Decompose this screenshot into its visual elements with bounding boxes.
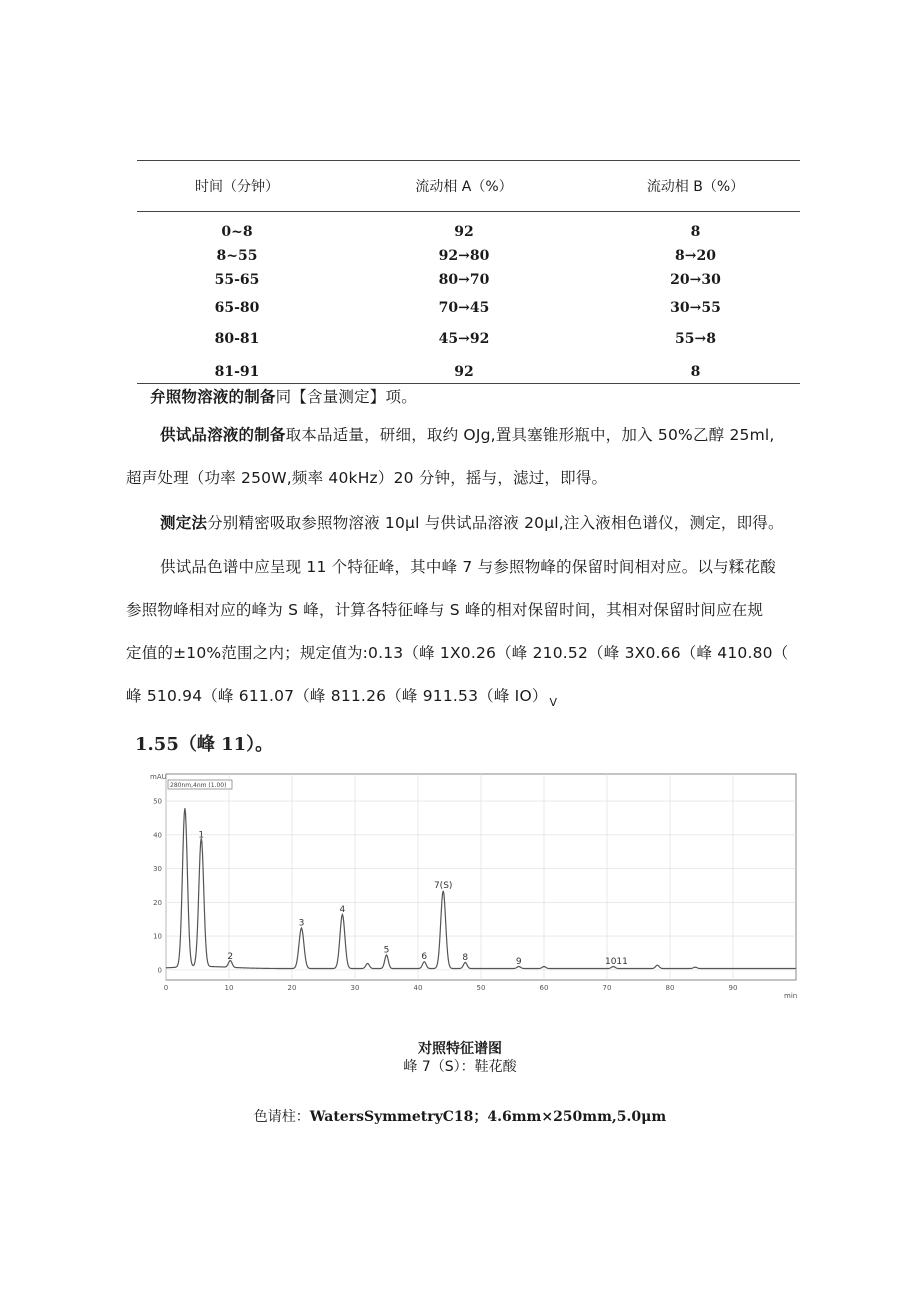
x-tick-label: 60 [539, 984, 549, 992]
cell-phase-b: 8 [690, 224, 701, 240]
para-method-text: 分别精密吸取参照物溶液 10μl 与供试品溶液 20μl,注入液相色谱仪，测定，即得。 [207, 514, 784, 532]
para-reference-title: 弁照物溶液的制备 [150, 388, 276, 406]
x-axis-ticks [164, 984, 738, 992]
cell-phase-a: 80→70 [438, 272, 490, 288]
column-value: WatersSymmetryC18；4.6mm×250mm,5.0μm [309, 1109, 667, 1125]
table-row [137, 268, 800, 292]
table-row [137, 324, 800, 354]
cell-phase-a: 92 [454, 224, 474, 240]
y-unit: mAU [150, 773, 167, 781]
para-reference-text: 同【含量测定】项。 [275, 388, 417, 406]
y-tick-label: 20 [153, 898, 162, 907]
gradient-table [137, 160, 800, 390]
para-criteria-line1: 供试品色谱中应呈现 11 个特征峰，其中峰 7 与参照物峰的保留时间相对应。以与糅花酸 [160, 558, 776, 576]
cell-time: 80-81 [214, 331, 260, 347]
column-label: 色请柱： [253, 1109, 310, 1125]
cell-time: 0~8 [221, 224, 253, 240]
cell-phase-b: 55→8 [675, 331, 716, 347]
x-unit: min [784, 992, 798, 1000]
cell-phase-a: 92→80 [438, 248, 490, 264]
para-criteria-line3: 定值的±10%范围之内；规定值为:0.13（峰 1X0.26（峰 210.52（峰 3X0.66（峰 410.80（ [126, 644, 789, 662]
para-test-solution [126, 415, 831, 455]
cell-phase-a: 92 [454, 364, 474, 380]
criteria-continuation: 1.55（峰 11）。 [135, 734, 274, 755]
para-method-title: 测定法 [160, 514, 208, 532]
peak-label: 3 [298, 918, 305, 929]
cell-phase-b: 8 [690, 364, 701, 380]
para-test-line2: 超声处理（功率 250W,频率 40kHz）20 分钟，摇与，滤过，即得。 [126, 469, 608, 487]
y-tick-label: 0 [157, 966, 162, 975]
table-header-row [137, 161, 800, 211]
para-method [126, 503, 831, 543]
y-tick-label: 50 [153, 797, 162, 806]
para-reference-solution [150, 377, 855, 417]
cell-time: 8~55 [216, 248, 258, 264]
x-tick-label: 40 [413, 984, 423, 992]
cell-phase-b: 8→20 [675, 248, 716, 264]
y-tick-label: 10 [153, 932, 162, 941]
y-tick-label: 30 [153, 865, 162, 874]
x-tick-label: 90 [728, 984, 738, 992]
para-test-text1: 取本品适量，研细，取约 OJg,置具塞锥形瓶中，加入 50%乙醇 25ml, [285, 426, 775, 444]
chart-subcaption: 峰 7（S）：鞋花酸 [403, 1059, 517, 1075]
para-test-line [126, 415, 831, 455]
x-tick-label: 0 [163, 984, 169, 992]
peak-label: 6 [421, 952, 428, 963]
peak-label: 8 [462, 952, 469, 963]
x-tick-label: 80 [665, 984, 675, 992]
peak-label: 1 [198, 830, 205, 841]
table-body [137, 212, 800, 390]
cell-time: 81-91 [214, 364, 260, 380]
y-tick-label: 40 [153, 831, 162, 840]
peak-label: 2 [227, 952, 234, 963]
chromatogram [148, 770, 800, 1010]
cell-time: 65-80 [214, 300, 260, 316]
peak-label: 4 [339, 904, 346, 915]
cell-phase-b: 20→30 [670, 272, 721, 288]
peak-label: 5 [383, 945, 390, 956]
chart-caption: 对照特征谱图 [418, 1041, 502, 1057]
para-criteria-line4-wrap [126, 676, 831, 718]
peak-label: 7(S) [433, 881, 453, 892]
table-row [137, 244, 800, 268]
peak-label: 9 [515, 956, 522, 967]
cell-phase-a: 45→92 [438, 331, 490, 347]
para-criteria-subscript: V [549, 696, 558, 709]
column-spec [0, 1106, 920, 1126]
cell-phase-b: 30→55 [670, 300, 721, 316]
table-row [137, 292, 800, 324]
cell-time: 55-65 [214, 272, 260, 288]
legend-text: 280nm,4nm (1.00) [170, 782, 227, 789]
y-axis-ticks [153, 798, 162, 975]
header-time: 时间（分钟） [195, 179, 279, 195]
peak-label: 1011 [604, 956, 628, 967]
x-tick-label: 30 [350, 984, 360, 992]
x-tick-label: 10 [224, 984, 234, 992]
header-phase-a: 流动相 A（%） [415, 179, 513, 195]
cell-phase-a: 70→45 [438, 300, 490, 316]
x-tick-label: 50 [476, 984, 486, 992]
para-criteria-line2: 参照物峰相对应的峰为 S 峰，计算各特征峰与 S 峰的相对保留时间，其相对保留时间应在规 [126, 601, 764, 619]
para-test-title: 供试品溶液的制备 [160, 426, 286, 444]
header-phase-b: 流动相 B（%） [646, 179, 745, 195]
x-tick-label: 70 [602, 984, 612, 992]
para-criteria-line4: 峰 510.94（峰 611.07（峰 811.26（峰 911.53（峰 IO） [126, 687, 548, 705]
table-row [137, 220, 800, 244]
x-tick-label: 20 [287, 984, 297, 992]
